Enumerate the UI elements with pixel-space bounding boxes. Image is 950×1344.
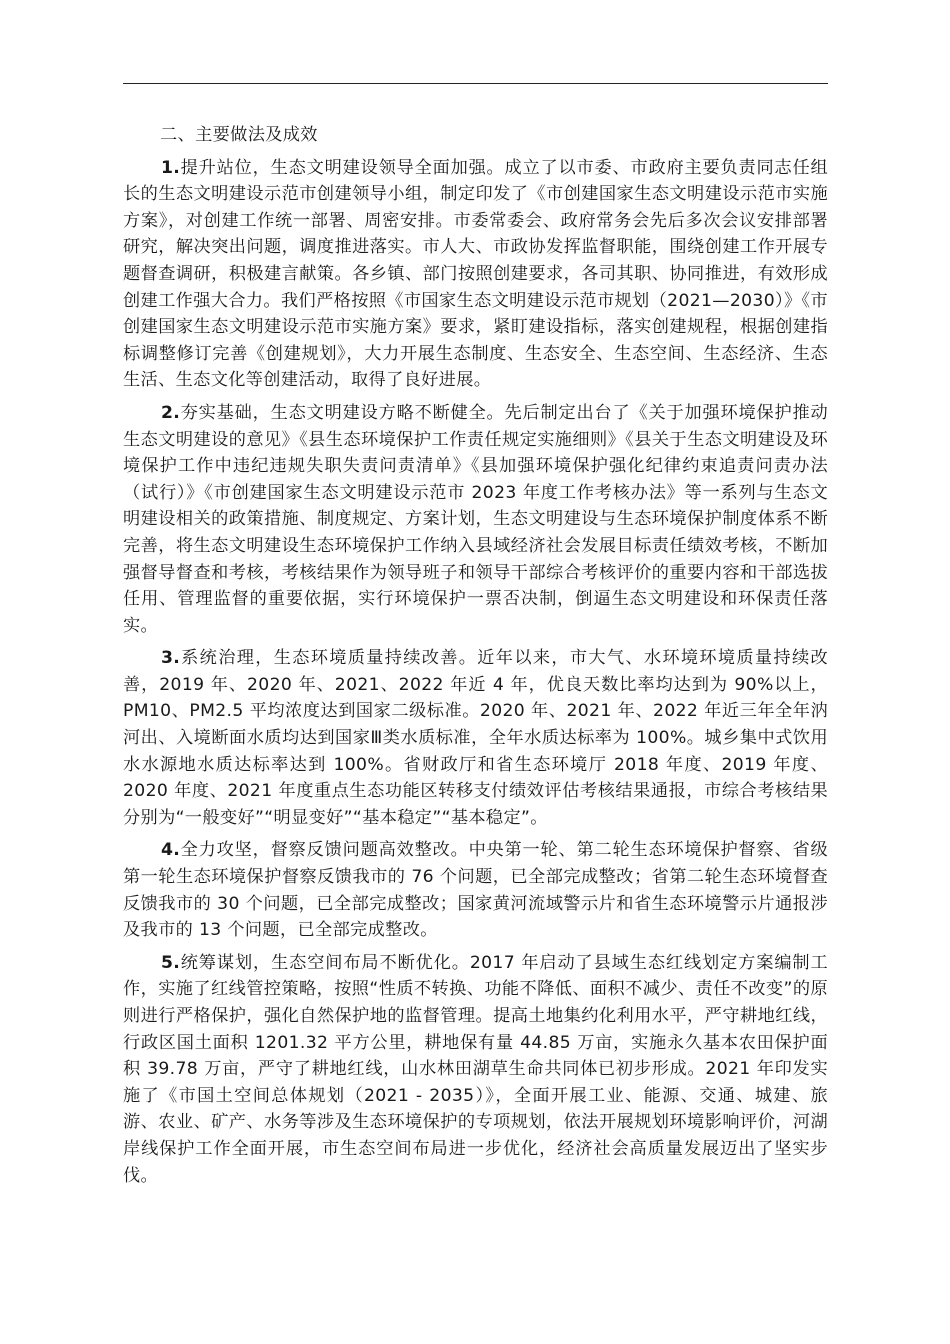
header-rule <box>123 83 828 84</box>
paragraph-3 <box>123 645 828 831</box>
paragraph-number: 2. <box>161 402 181 423</box>
paragraph-text: 提升站位，生态文明建设领导全面加强。成立了以市委、市政府主要负责同志任组长的生态文明建设示范市创建领导小组，制定印发了《市创建国家生态文明建设示范市实施方案》，对创建工作统一部署、周密安排。市委常委会、政府常务会先后多次会议安排部署研究，解决突出问题，调度推进落实。市人大、市政协发挥监督职能，围绕创建工作开展专题督查调研，积极建言献策。各乡镇、部门按照创建要求，各司其职、协同推进，有效形成创建工作强大合力。我们严格按照《市国家生态文明建设示范市规划（2021—2030）》《市创建国家生态文明建设示范市实施方案》要求，紧盯建设指标，落实创建规程，根据创建指标调整修订完善《创建规划》，大力开展生态制度、生态安全、生态空间、生态经济、生态生活、生态文化等创建活动，取得了良好进展。 <box>123 157 828 391</box>
paragraph-2 <box>123 400 828 639</box>
paragraph-number: 1. <box>161 157 181 178</box>
paragraph-4 <box>123 837 828 943</box>
paragraph-text: 系统治理，生态环境质量持续改善。近年以来，市大气、水环境环境质量持续改善，2019 年、2020 年、2021、2022 年近 4 年，优良天数比率均达到为 90%以上，PM10、PM2.5 平均浓度达到国家二级标准。2020 年、2021 年、2022 年近三年全年汭河出、入境断面水质均达到国家Ⅲ类水质标准，全年水质达标率为 100%。城乡集中式饮用水水源地水质达标率达到 100%。省财政厅和省生态环境厅 2018 年度、2019 年度、2020 年度、2021 年度重点生态功能区转移支付绩效评估考核结果通报，市综合考核结果分别为“一般变好”“明显变好”“基本稳定”“基本稳定”。 <box>123 648 828 828</box>
section-title: 二、主要做法及成效 <box>160 125 318 145</box>
document-body <box>123 122 828 1195</box>
paragraph-text: 统筹谋划，生态空间布局不断优化。2017 年启动了县域生态红线划定方案编制工作，实施了红线管控策略，按照“性质不转换、功能不降低、面积不减少、责任不改变”的原则进行严格保护，强化自然保护地的监督管理。提高土地集约化利用水平，严守耕地红线，行政区国土面积 1201.32 平方公里，耕地保有量 44.85 万亩，实施永久基本农田保护面积 39.78 万亩，严守了耕地红线，山水林田湖草生命共同体已初步形成。2021 年印发实施了《市国土空间总体规划（2021 - 2035）》，全面开展工业、能源、交通、城建、旅游、农业、矿产、水务等涉及生态环境保护的专项规划，依法开展规划环境影响评价，河湖岸线保护工作全面开展，市生态空间布局进一步优化，经济社会高质量发展迈出了坚实步伐。 <box>123 952 828 1186</box>
paragraph-text: 夯实基础，生态文明建设方略不断健全。先后制定出台了《关于加强环境保护推动生态文明建设的意见》《县生态环境保护工作责任规定实施细则》《县关于生态文明建设及环境保护工作中违纪违规失职失责问责清单》《县加强环境保护强化纪律约束追责问责办法（试行）》《市创建国家生态文明建设示范市 2023 年度工作考核办法》等一系列与生态文明建设相关的政策措施、制度规定、方案计划，生态文明建设与生态环境保护制度体系不断完善，将生态文明建设生态环境保护工作纳入县域经济社会发展目标责任绩效考核，不断加强督导督查和考核，考核结果作为领导班子和领导干部综合考核评价的重要内容和干部选拔任用、管理监督的重要依据，实行环境保护一票否决制，倒逼生态文明建设和环保责任落实。 <box>123 402 828 636</box>
paragraph-text: 全力攻坚，督察反馈问题高效整改。中央第一轮、第二轮生态环境保护督察、省级第一轮生态环境保护督察反馈我市的 76 个问题，已全部完成整改；省第二轮生态环境督查反馈我市的 30 个问题，已全部完成整改；国家黄河流域警示片和省生态环境警示片通报涉及我市的 13 个问题，已全部完成整改。 <box>123 840 828 941</box>
paragraph-number: 3. <box>161 648 181 669</box>
paragraph-number: 4. <box>161 840 181 861</box>
paragraph-5 <box>123 950 828 1189</box>
paragraph-number: 5. <box>161 952 181 973</box>
paragraph-1 <box>123 155 828 394</box>
